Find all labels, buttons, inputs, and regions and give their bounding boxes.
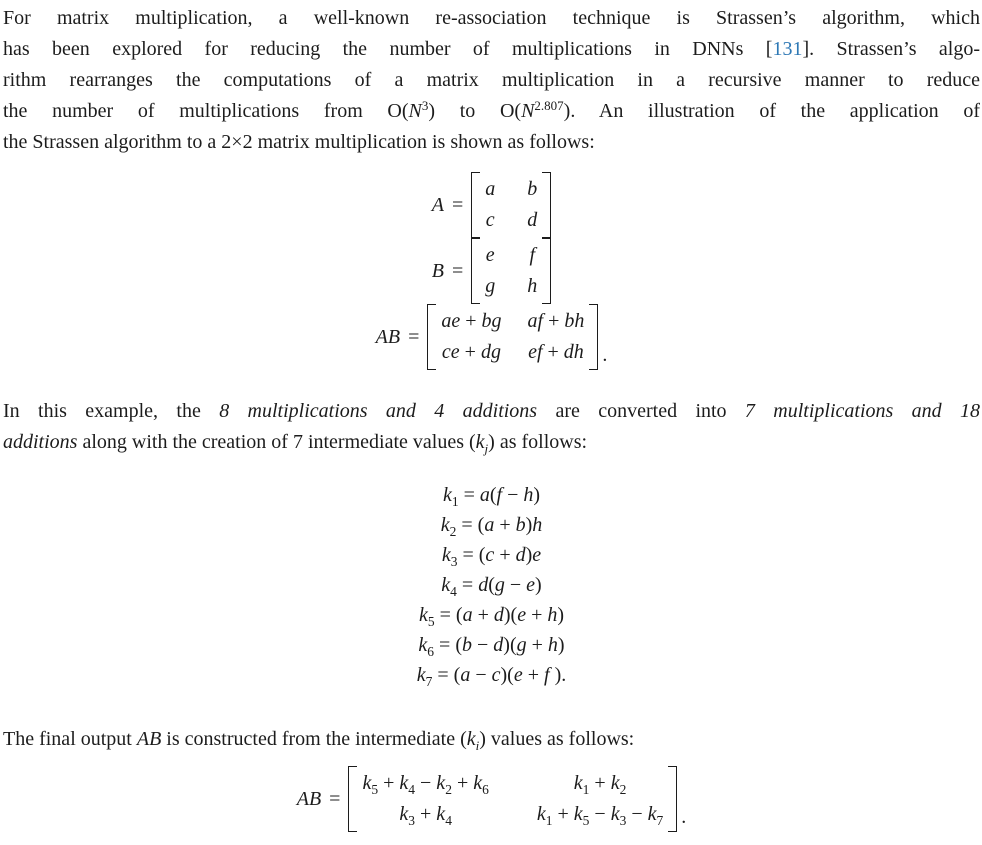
text-segment: the number of multiplications from O(	[3, 100, 409, 122]
math-token: k	[610, 803, 620, 825]
math-token: B	[387, 325, 401, 348]
math-token: e	[451, 310, 461, 332]
math-token: d	[480, 341, 491, 363]
math-token: k	[416, 664, 426, 686]
equation-lhs	[376, 322, 400, 353]
equals-sign: =	[451, 193, 464, 216]
equation-lhs	[432, 190, 444, 221]
equation-matrix-final	[3, 766, 980, 832]
math-token: e	[528, 341, 537, 363]
equation-matrix-A	[3, 172, 980, 238]
text-line	[3, 96, 980, 127]
math-token: k	[436, 772, 446, 794]
math-token: e	[517, 604, 527, 626]
math-token: g	[485, 275, 496, 297]
math-token: k	[441, 544, 451, 566]
matrix-brackets	[348, 766, 677, 832]
text-segment: has been explored for reducing the number of multiplications in DNNs [	[3, 38, 773, 60]
equation-period: .	[602, 344, 608, 366]
math-token: d	[563, 341, 574, 363]
math-token: e	[532, 544, 542, 566]
math-token: 4	[408, 782, 416, 797]
matrix-brackets	[427, 304, 598, 370]
text-segment: 8 multiplications and 4 additions	[219, 400, 538, 422]
text-segment: ) values as follows:	[479, 728, 635, 750]
math-token: d	[478, 574, 489, 596]
math-token: 5	[582, 813, 590, 828]
matrix-cell	[526, 240, 538, 271]
matrix-cell: ce + dg	[441, 341, 501, 363]
math-token: k	[399, 803, 409, 825]
paragraph-intro	[3, 3, 980, 158]
equals-sign: =	[329, 787, 341, 810]
math-token: e	[485, 244, 495, 266]
matrix-equation	[432, 238, 552, 304]
text-segment: along with the creation of 7 intermediate values (	[77, 431, 476, 453]
text-segment: AB	[136, 728, 162, 750]
equation-block-final	[3, 766, 980, 832]
matrix-cell	[526, 271, 538, 302]
text-line	[3, 396, 980, 427]
citation-ref-131[interactable]: 131	[772, 38, 803, 60]
text-line	[3, 34, 980, 65]
math-token: h	[523, 484, 534, 506]
text-segment: ) as follows:	[488, 431, 588, 453]
math-token: h	[547, 634, 558, 656]
math-token: a	[441, 310, 452, 332]
math-token: e	[513, 664, 523, 686]
text-segment: rithm rearranges the computations of a matrix multiplication in a recursive manner to reduce	[3, 69, 980, 91]
math-token: k	[442, 484, 452, 506]
equals-sign: =	[408, 325, 420, 348]
text-segment: N	[521, 100, 535, 122]
equation-block-matrices	[3, 172, 980, 370]
math-token: g	[491, 310, 502, 332]
math-token: 3	[408, 813, 416, 828]
math-token: c	[441, 341, 451, 363]
math-token: 2	[449, 524, 457, 539]
math-token: b	[515, 514, 526, 536]
matrix-brackets	[471, 238, 551, 304]
math-token: f	[529, 244, 536, 266]
text-segment: is constructed from the intermediate (	[161, 728, 467, 750]
text-segment: the Strassen algorithm to a 2×2 matrix multiplication is shown as follows:	[3, 131, 595, 153]
matrix-equation	[297, 766, 687, 832]
k-equation-line: $k_6 = (b - d)(g + h)$	[418, 634, 565, 659]
math-token: 2	[445, 782, 452, 797]
math-token: a	[460, 664, 471, 686]
math-token: f	[537, 310, 544, 332]
math-token: h	[573, 341, 584, 363]
k-equation-line: $k_3 = (c + d)e$	[441, 544, 542, 569]
math-token: 3	[450, 554, 458, 569]
math-token: B	[431, 259, 444, 282]
matrix-cell	[526, 205, 538, 236]
equation-block-k-values	[3, 480, 980, 690]
math-token: h	[532, 514, 543, 536]
math-token: k	[441, 574, 451, 596]
math-token: a	[462, 604, 473, 626]
k-equation-line: $k_2 = (a + b)h$	[440, 514, 543, 539]
matrix-brackets	[471, 172, 551, 238]
math-token: B	[308, 787, 322, 810]
math-token: f	[544, 664, 550, 686]
math-token: k	[610, 772, 620, 794]
text-segment: 2.807	[534, 98, 564, 114]
math-token: 6	[427, 644, 435, 659]
paragraph-final-output	[3, 724, 980, 755]
text-line	[3, 3, 980, 34]
math-token: 1	[545, 813, 553, 828]
text-line	[3, 127, 980, 158]
math-token: A	[296, 787, 309, 810]
math-token: k	[647, 803, 657, 825]
math-token: 3	[619, 813, 627, 828]
math-token: k	[536, 803, 546, 825]
matrix-cell: $k_5 + k_4 - k_2 + k_6$	[362, 772, 489, 797]
text-line	[3, 65, 980, 96]
math-token: b	[527, 178, 538, 200]
math-token: d	[493, 634, 504, 656]
matrix-cell: $k_3 + k_4$	[399, 803, 452, 828]
math-token: 7	[656, 813, 664, 828]
text-segment: additions	[3, 431, 78, 453]
text-line	[3, 724, 980, 755]
math-token: A	[375, 325, 388, 348]
math-token: k	[573, 772, 583, 794]
math-token: c	[491, 664, 501, 686]
text-segment: 7 multiplications and 18	[744, 400, 980, 422]
math-token: h	[547, 604, 558, 626]
math-token: 2	[619, 782, 627, 797]
equation-lhs	[297, 784, 321, 815]
equals-sign: =	[451, 259, 464, 282]
math-token: 5	[371, 782, 379, 797]
k-equation-line: $k_4 = d(g - e)$	[441, 574, 542, 599]
matrix-cell	[484, 205, 496, 236]
text-segment: j	[484, 441, 489, 456]
matrix-cell	[484, 271, 496, 302]
text-line	[3, 427, 980, 458]
matrix-equation	[432, 172, 552, 238]
math-token: b	[481, 310, 492, 332]
k-equation-line: $k_7 = (a - c)(e + f$ ).	[416, 664, 567, 689]
text-segment: i	[475, 738, 480, 753]
paragraph-conversion	[3, 396, 980, 458]
math-token: 4	[445, 813, 452, 828]
math-token: k	[418, 604, 428, 626]
math-token: 1	[582, 782, 590, 797]
math-token: a	[479, 484, 490, 506]
text-segment: k	[475, 431, 485, 453]
math-token: b	[462, 634, 472, 656]
equation-matrix-B	[3, 238, 980, 304]
matrix-equation	[376, 304, 608, 370]
math-token: 7	[425, 674, 433, 689]
math-token: h	[574, 310, 585, 332]
text-segment: N	[408, 100, 422, 122]
math-token: k	[362, 772, 372, 794]
math-token: a	[485, 178, 496, 200]
math-token: g	[490, 341, 501, 363]
equation-matrix-AB	[3, 304, 980, 370]
text-segment: ). An illustration of the application of	[563, 100, 980, 122]
math-token: 1	[451, 494, 459, 509]
math-token: k	[418, 634, 428, 656]
math-token: e	[526, 574, 536, 596]
text-segment: 3	[421, 98, 429, 114]
math-token: k	[473, 772, 483, 794]
math-token: 6	[482, 782, 489, 797]
math-token: k	[436, 803, 446, 825]
matrix-cell: ae + bg	[441, 310, 502, 332]
math-token: 4	[450, 584, 457, 599]
text-segment: are converted into	[537, 400, 745, 422]
equation-period: .	[681, 806, 687, 828]
matrix-cell	[526, 174, 538, 205]
math-token: g	[516, 634, 527, 656]
k-equation-line: $k_1 = a(f - h)$	[442, 484, 541, 509]
text-segment: For matrix multiplication, a well-known re-association technique is Strassen’s algorithm, which	[3, 7, 980, 29]
math-token: a	[527, 310, 538, 332]
matrix-cell: $k_1 + k_5 - k_3 - k_7$	[536, 803, 664, 828]
text-segment: The final output	[3, 728, 137, 750]
math-token: 5	[427, 614, 435, 629]
math-token: k	[399, 772, 409, 794]
text-segment: ) to O(	[428, 100, 522, 122]
math-token: c	[485, 209, 495, 231]
math-token: a	[484, 514, 495, 536]
math-token: k	[440, 514, 450, 536]
matrix-cell: $k_1 + k_2$	[573, 772, 627, 797]
math-token: A	[431, 193, 444, 216]
math-token: d	[527, 209, 538, 231]
math-token: d	[493, 604, 504, 626]
math-token: k	[573, 803, 583, 825]
text-segment: In this example, the	[3, 400, 220, 422]
k-equation-line: $k_5 = (a + d)(e + h)$	[418, 604, 565, 629]
matrix-cell: ef + dh	[528, 341, 584, 363]
math-token: f	[536, 341, 543, 363]
math-token: e	[450, 341, 460, 363]
text-segment: k	[466, 728, 476, 750]
math-token: f	[496, 484, 503, 506]
math-token: b	[564, 310, 575, 332]
math-token: h	[527, 275, 538, 297]
matrix-cell	[484, 174, 496, 205]
math-token: c	[485, 544, 495, 566]
math-token: d	[515, 544, 526, 566]
text-segment: ]. Strassen’s algo-	[802, 38, 980, 60]
matrix-cell	[484, 240, 496, 271]
equation-lhs	[432, 256, 444, 287]
math-token: g	[494, 574, 505, 596]
matrix-cell: af + bh	[527, 310, 585, 332]
